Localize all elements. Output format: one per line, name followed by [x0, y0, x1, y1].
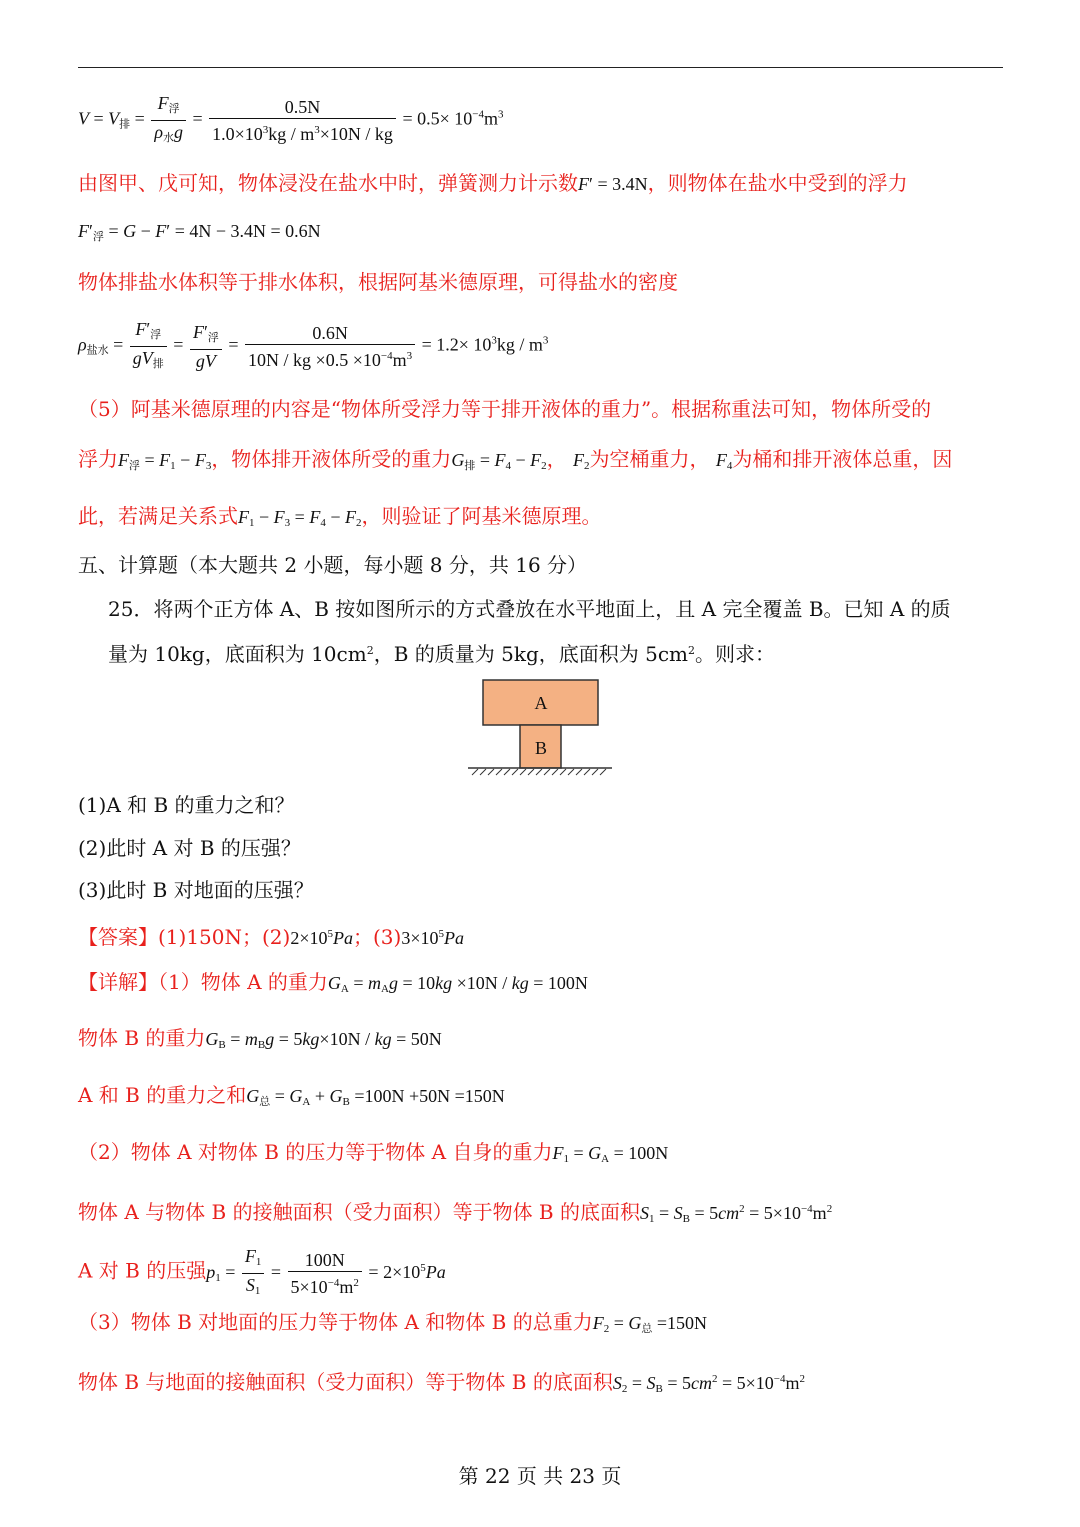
- detail-line-2: 物体 B 的重力$G_B = m_Bg = 5kg\times 10N$ / kg = 50N: [78, 1026, 442, 1051]
- formula-volume: $V = V_排$ = $\frac{F_浮}{\rho_水g}$ = $\frac{0.5N}{1.0\times 10^3kg / m^3\times 10N / kg}$ = $0.5\times 10^{-4}m^3$: [78, 93, 504, 144]
- detail-line-7: （3）物体 B 对地面的压力等于物体 A 和物体 B 的总重力$F_2 = G_总 =150N$: [78, 1310, 708, 1335]
- block-a-label: A: [534, 693, 548, 713]
- text-line-saltwater-reading: 由图甲、戊可知，物体浸没在盐水中时，弹簧测力计示数F′ = 3.4N，则物体在盐水中受到的浮力: [78, 171, 908, 195]
- sub-question-3: (3)此时 B 对地面的压强？: [78, 878, 314, 902]
- text-line-verify: 此，若满足关系式$F_1 - F_3 = F_4 - F_2$，则验证了阿基米德原理。: [78, 504, 602, 529]
- sub-question-1: (1)A 和 B 的重力之和？: [78, 793, 295, 817]
- question-25-line1: 25．将两个正方体 A、B 按如图所示的方式叠放在水平地面上，且 A 完全覆盖 B。已知 A 的质: [108, 597, 951, 621]
- sub-question-2: (2)此时 A 对 B 的压强？: [78, 836, 301, 860]
- section-title: 五、计算题（本大题共 2 小题，每小题 8 分，共 16 分）: [78, 553, 588, 577]
- text-line-archimedes: （5）阿基米德原理的内容是“物体所受浮力等于排开液体的重力”。根据称重法可知，物体所受的: [78, 397, 932, 421]
- block-b-label: B: [534, 738, 548, 758]
- ground-hatching: [472, 769, 606, 775]
- detail-line-8: 物体 B 与地面的接触面积（受力面积）等于物体 B 的底面积$S_2 = S_B = 5cm^2 = 5\times 10^{-4}m^2$: [78, 1370, 806, 1395]
- detail-line-5: 物体 A 与物体 B 的接触面积（受力面积）等于物体 B 的底面积$S_1 = S_B = 5cm^2 = 5\times 10^{-4}m^2$: [78, 1200, 833, 1225]
- text-line-buoyancy-relation: 浮力$F_浮 = F_1 - F_3$，物体排开液体所受的重力$G_排 = F_4 - F_2$， $F_2$为空桶重力， $F_4$为桶和排开液体总重，因: [78, 447, 953, 472]
- question-25-line2: 量为 10kg，底面积为 $10cm^2$，B 的质量为 5kg，底面积为 $5cm^2$。则求：: [108, 642, 776, 666]
- page-footer: 第 22 页 共 23 页: [458, 1464, 622, 1488]
- detail-line-4: （2）物体 A 对物体 B 的压力等于物体 A 自身的重力$F_1 = G_A = 100N$: [78, 1140, 669, 1165]
- formula-buoyancy-salt: $F'_浮 = G - F' = 4N - 3.4N = 0.6N$: [78, 221, 321, 243]
- text-line-density-intro: 物体排盐水体积等于排水体积，根据阿基米德原理，可得盐水的密度: [78, 270, 678, 294]
- formula-density: $\rho_{盐水}$ = $\frac{F'_浮}{gV_排}$ = $\frac{F'_浮}{gV}$ = $\frac{0.6N}{10N / kg \times 0.5 \times 10^{-4}m^3}$ = $1.2\times 10^3kg / m^3$: [78, 319, 549, 371]
- detail-line-3: A 和 B 的重力之和$G_总 = G_A + G_B =100N +50N =150N$: [78, 1083, 505, 1108]
- answer-line: 【答案】(1)150N；$(2)2\times 10^5Pa$；$(3)3\times 10^5Pa$: [78, 925, 464, 949]
- stacked-blocks-figure: [466, 678, 616, 778]
- detail-line-1: 【详解】（1）物体 A 的重力$G_A = m_Ag = 10kg \times 10N$ / kg = 100N: [78, 970, 588, 995]
- detail-line-6: A 对 B 的压强$p_1$ = $\frac{F_1}{S_1}$ = $\frac{100N}{5\times 10^{-4}m^2}$ = $2\times 10^5Pa$: [78, 1246, 446, 1297]
- header-rule: [78, 67, 1003, 68]
